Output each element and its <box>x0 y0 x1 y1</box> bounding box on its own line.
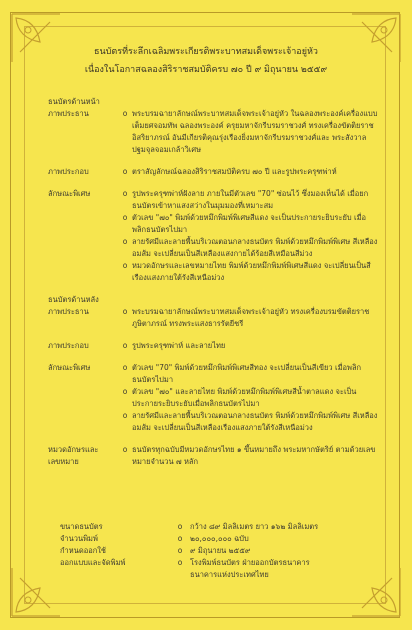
back-row <box>48 362 378 386</box>
spec-table <box>60 521 318 581</box>
serial-text: ธนบัตรทุกฉบับมีหมวดอักษรไทย ๑ ขึ้นหมายถึง พระมหากษัตริย์ ตามด้วยเลขหมายจำนวน ๗ หลัก <box>132 445 376 466</box>
row-text: ตราสัญลักษณ์ฉลองสิริราชสมบัติครบ ๗๐ ปี และรูปพระครุฑพ่าห์ <box>132 167 337 176</box>
spec-value: ๙ มิถุนายน ๒๕๕๙ <box>190 546 251 555</box>
spec-row <box>60 533 318 545</box>
row-label: ภาพประธาน <box>48 307 89 316</box>
bullet-icon: o <box>177 534 183 543</box>
document-title-line2: เนื่องในโอกาสฉลองสิริราชสมบัติครบ ๗๐ ปี ๙ มิถุนายน ๒๕๕๙ <box>84 65 328 75</box>
corner-ornament-icon <box>10 566 62 618</box>
back-heading: ธนบัตรด้านหลัง <box>48 295 99 304</box>
front-row <box>48 260 378 284</box>
spec-value: ธนาคารแห่งประเทศไทย <box>190 570 269 579</box>
row-text: หมวดอักษรและเลขหมายไทย พิมพ์ด้วยหมึกพิมพ์พิเศษสีแดง จะเปลี่ยนเป็นสีเรืองแสงภายใต้รังสีเหนือม่วง <box>132 261 371 282</box>
bullet-icon: o <box>122 109 128 118</box>
bullet-icon: o <box>177 558 183 567</box>
serial-row <box>48 444 378 468</box>
serial-label-line2: เลขหมาย <box>48 457 79 466</box>
serial-label-line1: หมวดอักษรและ <box>48 445 99 454</box>
spec-row <box>60 545 318 557</box>
row-label: ลักษณะพิเศษ <box>48 189 91 198</box>
bullet-icon: o <box>122 213 128 222</box>
corner-ornament-icon <box>350 566 402 618</box>
row-text: พระบรมฉายาลักษณ์พระบาทสมเด็จพระเจ้าอยู่หัว ทรงเครื่องบรมขัตติยราชภูษิตาภรณ์ ทรงพระแสงธารรัตยีชรี <box>132 307 370 328</box>
row-label: ภาพประกอบ <box>48 341 89 350</box>
bullet-icon: o <box>122 363 128 372</box>
bullet-icon: o <box>122 445 128 454</box>
front-row <box>48 166 378 178</box>
document-title-line1: ธนบัตรที่ระลึกเฉลิมพระเกียรติพระบาทสมเด็จพระเจ้าอยู่หัว <box>94 47 318 57</box>
bullet-icon: o <box>177 546 183 555</box>
bullet-icon: o <box>122 167 128 176</box>
front-row <box>48 212 378 236</box>
bullet-icon: o <box>122 307 128 316</box>
row-text: ลายรัศมีและลายพื้นบริเวณตอนกลางธนบัตร พิมพ์ด้วยหมึกพิมพ์พิเศษ สีเหลืองอมส้ม จะเปลี่ยนเป็นสีเหลืองแสงกายได้ร้อยสีเหมือนสีม่วง <box>132 237 378 258</box>
spec-label: ออกแบบและจัดพิมพ์ <box>60 558 126 567</box>
spec-value: ๒๐,๐๐๐,๐๐๐ ฉบับ <box>190 534 249 543</box>
bullet-icon: o <box>177 522 183 531</box>
row-label: ภาพประธาน <box>48 109 89 118</box>
bullet-icon: o <box>122 341 128 350</box>
spec-value: โรงพิมพ์ธนบัตร ฝ่ายออกบัตรธนาคาร <box>190 558 310 567</box>
back-row <box>48 386 378 410</box>
bullet-icon: o <box>122 387 128 396</box>
spec-label: ขนาดธนบัตร <box>60 522 103 531</box>
row-text: ตัวเลข "๗๐" พิมพ์ด้วยหมึกพิมพ์พิเศษสีแดง จะเป็นประกายระยิบระยับ เมื่อพลิกธนบัตรไปมา <box>132 213 367 234</box>
content-body <box>48 96 378 468</box>
front-row <box>48 188 378 212</box>
front-heading: ธนบัตรด้านหน้า <box>48 97 100 106</box>
row-label: ภาพประกอบ <box>48 167 89 176</box>
row-text: ลายรัศมีและลายพื้นบริเวณตอนกลางธนบัตร พิมพ์ด้วยหมึกพิมพ์พิเศษ สีเหลืองอมส้ม จะเปลี่ยนเป็นสีเหลืองเรืองแสงภายใต้รังสีเหนือม่วง <box>132 411 378 432</box>
row-text: พระบรมฉายาลักษณ์พระบาทสมเด็จพระเจ้าอยู่หัว ในฉลองพระองค์เครื่องแบบเต็มยศจอมทัพ ฉลองพระองค์ ครุยมหาจักรีบรมราชวงศ์ ทรงเครื่องขัตติยราชอิสริยาภรณ์ อันมีเกียรติคุณรุ่งเรืองยิ่งมหาจักรีบรมราชวงศ์และ พระสังวาลปฐมจุลจอมเกล้าวิเศษ <box>132 109 378 154</box>
spec-row <box>60 569 318 581</box>
bullet-icon: o <box>122 189 128 198</box>
spec-label: กำหนดออกใช้ <box>60 546 106 555</box>
front-row <box>48 108 378 156</box>
back-row <box>48 306 378 330</box>
row-text: ตัวเลข "70" พิมพ์ด้วยหมึกพิมพ์พิเศษสีทอง จะเปลี่ยนเป็นสีเขียว เมื่อพลิกธนบัตรไปมา <box>132 363 362 384</box>
spec-row <box>60 557 318 569</box>
spec-row <box>60 521 318 533</box>
bullet-icon: o <box>122 261 128 270</box>
row-text: รูปพระครุฑพ่าห์ และลายไทย <box>132 341 226 350</box>
row-text: รูปพระครุฑพ่าห์ฝังลาย ภายในมีตัวเลข "70" ซ่อนไว้ ซึ่งมองเห็นได้ เมื่อยกธนบัตรเข้าหาแสงสว่างในมุมมองที่เหมาะสม <box>132 189 369 210</box>
spec-value: กว้าง ๘๙ มิลลิเมตร ยาว ๑๖๒ มิลลิเมตร <box>190 522 319 531</box>
front-row <box>48 236 378 260</box>
bullet-icon: o <box>122 411 128 420</box>
bullet-icon: o <box>122 237 128 246</box>
back-row <box>48 340 378 352</box>
serial-label <box>48 444 118 468</box>
row-text: ตัวเลข "๗๐" และลายไทย พิมพ์ด้วยหมึกพิมพ์พิเศษสีน้ำตาลแดง จะเป็นประกายระยิบระยับเมื่อพลิกธนบัตรไปมา <box>132 387 357 408</box>
row-label: ลักษณะพิเศษ <box>48 363 91 372</box>
back-row <box>48 410 378 434</box>
spec-label: จำนวนพิมพ์ <box>60 534 98 543</box>
